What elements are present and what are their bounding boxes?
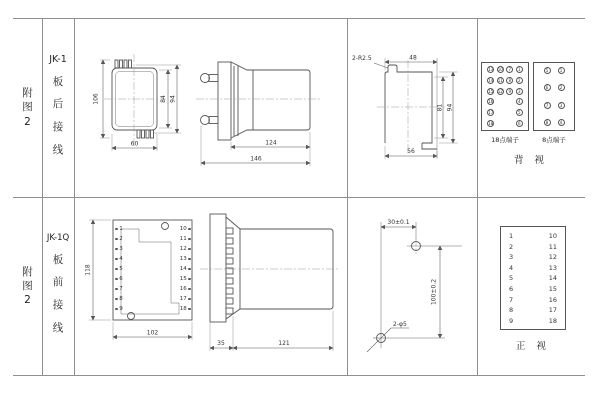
terminal-number: 8 [509,306,514,315]
row1-model-label: JK-1 [49,53,67,65]
terminal-dot [115,288,118,291]
terminal-dot [188,278,191,281]
terminal-number: 3 [509,253,514,262]
table-border-col3 [347,18,348,375]
terminal-dot [188,258,191,261]
terminal-pin: 1 [516,66,523,73]
terminal-number: 17 [548,306,557,315]
dimension-texts [352,55,454,156]
terminal-pin: 6 [516,120,523,127]
row2-index-cell [13,197,42,375]
terminal-pin: 3 [516,88,523,95]
terminal-pin: 16 [488,99,494,105]
dimension-lines [374,58,458,159]
terminal-pin: 13 [488,67,494,72]
terminal-dot [188,228,191,231]
terminal-pin: 17 [488,110,494,116]
terminal-row: 9 [115,304,129,314]
terminal-number: 14 [548,274,557,283]
dimension-texts [387,219,437,328]
terminal-pin: 8 [544,119,551,126]
terminal-number: 1 [509,232,514,240]
terminal-pin: 10 [497,67,503,72]
dimension-texts [250,140,277,163]
terminal-row: 16 [173,284,191,294]
terminal-dot [188,248,191,251]
dim-146: 146 [250,155,262,163]
table-border-col4 [477,18,478,375]
dim-60: 60 [130,140,139,148]
dim-94: 94 [169,95,177,103]
terminal-pin: 11 [497,77,503,83]
terminal-pin: 15 [488,88,494,94]
terminal-pin: 6 [544,84,551,91]
terminal-row: 7 [115,284,129,294]
dim-106: 106 [92,93,100,105]
terminal-pin: 14 [488,77,494,83]
row1-wiring-label: 板后接线 [52,75,64,156]
row1-index-cell [13,18,42,197]
jk1q-right-terminals [173,224,191,314]
row1-index-label: 附图2 [22,87,33,128]
terminal-pin: 5 [516,109,523,116]
block18-label: 18点端子 [491,136,519,144]
terminal-pin: 8 [506,77,513,84]
terminal-row: 5 [115,264,129,274]
hole-diameter-label: 2-φ5 [393,321,407,328]
jk1-front-view-drawing [80,50,192,165]
terminal-pin: 18 [488,120,494,126]
dim-124: 124 [265,139,277,147]
row2-index-label: 附图2 [22,265,33,307]
row1-model-cell [42,18,74,197]
dim-30: 30±0.1 [387,219,410,226]
dim-94: 94 [446,103,454,112]
terminal-row: 6 [115,274,129,284]
terminal-pin: 7 [506,66,513,73]
relay-side-outline [201,62,311,140]
dim-121: 121 [278,340,290,347]
terminal-number: 5 [509,274,514,283]
terminal-number: 12 [548,253,557,262]
terminal-dot [115,268,118,271]
dim-56: 56 [407,148,415,155]
relay-side-outline [210,214,333,322]
terminal-row: 3 [115,244,129,254]
terminal-row: 11 [173,234,191,244]
terminal-dot [188,288,191,291]
terminal-numbers-right [549,231,557,325]
terminal-pin: 9 [506,88,513,95]
terminal-row: 14 [173,264,191,274]
dimension-texts [93,93,177,147]
terminal-dot [115,258,118,261]
terminal-dot [188,298,191,301]
dim-84: 84 [160,95,167,103]
terminal-pin: 12 [497,88,503,94]
terminal-pin: 2 [558,84,565,91]
terminal-row: 1 [115,224,129,234]
terminal-block-8 [533,62,575,131]
terminal-row: 18 [173,304,191,314]
dim-48: 48 [409,54,417,62]
terminal-row: 15 [173,274,191,284]
terminal-row: 10 [173,224,191,234]
drill-pattern-drawing [355,210,470,358]
row2-model-label: JK-1Q [46,232,70,243]
terminal-pin: 2 [516,77,523,84]
row2-model-cell [42,197,74,375]
table-border-bottom [13,375,585,376]
terminal-dot [188,238,191,241]
row2-wiring-label: 板前接线 [52,253,64,334]
jk1q-side-view-drawing [200,205,345,355]
terminal-number: 9 [509,316,514,325]
dimension-texts [217,340,290,347]
terminal-dot [188,308,191,311]
jk1q-left-terminals [115,224,129,314]
terminal-dot [115,298,118,301]
terminal-pin: 3 [558,102,565,109]
terminal-number: 11 [548,242,557,251]
table-border-middle [13,197,585,198]
terminal-pin: 4 [516,98,523,105]
terminal-number: 7 [509,295,514,304]
construction-lines [373,222,462,348]
block8-label: 8点端子 [542,136,566,144]
dim-118: 118 [84,264,92,276]
terminal-dot [115,278,118,281]
terminal-number: 6 [509,284,514,293]
dim-81: 81 [436,103,444,112]
terminal-number: 18 [548,316,557,325]
dim-35: 35 [217,340,225,347]
terminal-pin: 1 [558,67,565,74]
terminal-number-table [500,226,566,330]
terminal-dot [188,268,191,271]
terminal-pin: 7 [544,102,551,109]
terminal-row: 13 [173,254,191,264]
terminal-numbers-left [509,231,513,325]
front-view-label: 正 视 [515,341,551,352]
terminal-number: 2 [509,242,514,251]
corner-radius-label: 2-R2.5 [352,55,372,62]
terminal-number: 16 [548,295,557,304]
terminal-dot [115,248,118,251]
table-border-top [13,18,585,19]
terminal-number: 4 [509,263,514,272]
terminal-block-18 [481,62,529,131]
dim-102: 102 [146,329,159,337]
terminal-row: 8 [115,294,129,304]
terminal-row: 12 [173,244,191,254]
table-border-col2 [74,18,75,375]
terminal-dot [115,308,118,311]
terminal-number: 15 [548,284,557,293]
terminal-number: 10 [548,232,557,240]
terminal-row: 17 [173,294,191,304]
terminal-number: 13 [548,263,557,272]
rear-view-label: 背 视 [513,155,549,166]
jk1-panel-cutout-drawing [350,50,470,165]
terminal-row: 4 [115,254,129,264]
terminal-pin: 4 [558,119,565,126]
terminal-dot [115,238,118,241]
terminal-dot [115,228,118,231]
terminal-pin: 5 [544,67,551,74]
jk1-side-view-drawing [195,50,325,170]
dim-100: 100±0.2 [430,278,438,306]
terminal-row: 2 [115,234,129,244]
